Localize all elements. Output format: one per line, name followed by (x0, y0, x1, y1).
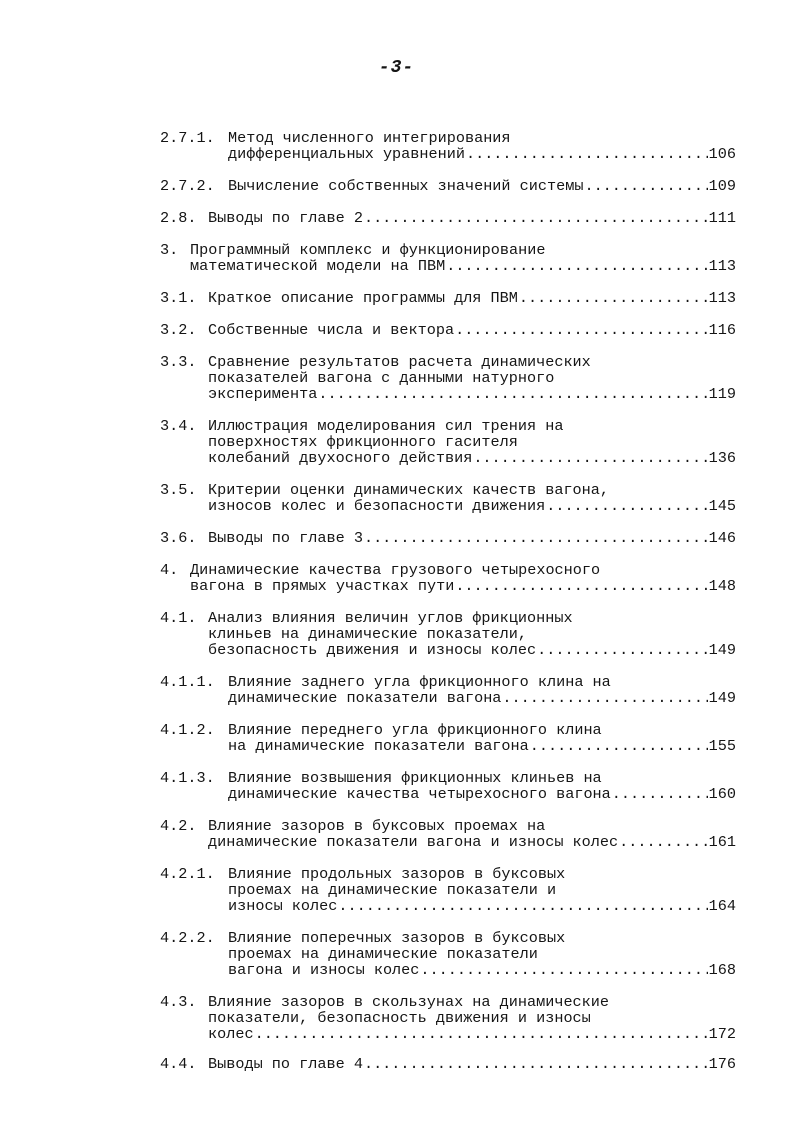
toc-entry-page: 136 (708, 449, 736, 467)
toc-entry-line (160, 130, 736, 146)
toc-entry-page: 176 (708, 1055, 736, 1073)
toc-entry-page: 148 (708, 577, 736, 595)
toc-entry-line (160, 1010, 736, 1026)
toc-entry (160, 610, 736, 658)
toc-entry-title-line: Влияние зазоров в буксовых проемах на (208, 817, 546, 835)
toc-entry-line (160, 210, 736, 226)
toc-entry-title-line: Выводы по главе 2 (208, 209, 363, 227)
toc-entry (160, 866, 736, 914)
toc-entry-title-line: математической модели на ПВМ (190, 257, 446, 275)
toc-entry (160, 930, 736, 978)
toc-entry-title-line: Программный комплекс и функционирование (190, 241, 546, 259)
toc-entry-page: 149 (708, 689, 736, 707)
toc-entry-number: 3.2. (160, 321, 197, 339)
toc-entry (160, 562, 736, 594)
toc-entry (160, 530, 736, 546)
toc-entry-title-line: Анализ влияния величин углов фрикционных (208, 609, 573, 627)
toc-entry-title-line: показатели, безопасность движения и износы (208, 1009, 591, 1027)
dot-leader (537, 642, 708, 658)
toc-entry-number: 4.1.1. (160, 673, 215, 691)
toc-entry-number: 2.7.2. (160, 177, 215, 195)
toc-entry-number: 4.2. (160, 817, 197, 835)
toc-entry-line (160, 946, 736, 962)
toc-entry-number: 4.3. (160, 993, 197, 1011)
toc-entry-line (160, 354, 736, 370)
toc-entry-page: 116 (708, 321, 736, 339)
toc-entry-number: 3.5. (160, 481, 197, 499)
toc-entry-title-line: поверхностях фрикционного гасителя (208, 433, 518, 451)
toc-entry-number: 3.1. (160, 289, 197, 307)
page-number: -3- (378, 58, 415, 78)
toc-entry-line (160, 242, 736, 258)
toc-entry-line (160, 834, 736, 850)
toc-entry (160, 818, 736, 850)
toc-entry-line (160, 146, 736, 162)
toc-entry-title-line: клиньев на динамические показатели, (208, 625, 527, 643)
toc-entry-page: 172 (708, 1025, 736, 1043)
toc-entry-title-line: Динамические качества грузового четырехосного (190, 561, 601, 579)
dot-leader (420, 962, 707, 978)
toc-entry-number: 3.3. (160, 353, 197, 371)
toc-entry-line (160, 290, 736, 306)
toc-entry-title-line: Краткое описание программы для ПВМ (208, 289, 518, 307)
toc-entry-title-line: Влияние поперечных зазоров в буксовых (228, 929, 566, 947)
toc-entry-title-line: вагона и износы колес (228, 961, 420, 979)
toc-entry-title-line: Выводы по главе 3 (208, 529, 363, 547)
toc-entry (160, 290, 736, 306)
toc-entry-line (160, 866, 736, 882)
dot-leader (546, 498, 707, 514)
toc-entry-line (160, 994, 736, 1010)
toc-entry (160, 322, 736, 338)
toc-entry-number: 3.6. (160, 529, 197, 547)
dot-leader (338, 898, 707, 914)
toc-entry (160, 722, 736, 754)
toc-entry-title-line: динамические показатели вагона и износы колес (208, 833, 619, 851)
toc-entry-line (160, 370, 736, 386)
toc-entry-line (160, 1026, 736, 1042)
toc-entry-title-line: Собственные числа и вектора (208, 321, 455, 339)
toc-entry-title-line: динамические качества четырехосного вагона (228, 785, 611, 803)
dot-leader (466, 146, 708, 162)
toc-entry-page: 111 (708, 209, 736, 227)
toc-entry (160, 674, 736, 706)
toc-entry-line (160, 738, 736, 754)
toc-entry-line (160, 450, 736, 466)
toc-entry-page: 149 (708, 641, 736, 659)
toc-entry-line (160, 786, 736, 802)
toc-entry-title-line: Метод численного интегрирования (228, 129, 511, 147)
toc-entry-number: 4.4. (160, 1055, 197, 1073)
toc-entry-page: 161 (708, 833, 736, 851)
toc-entry-line (160, 386, 736, 402)
toc-entry-line (160, 482, 736, 498)
dot-leader (612, 786, 708, 802)
toc-entry-page: 113 (708, 289, 736, 307)
toc-entry-title-line: колес (208, 1025, 254, 1043)
toc-entry-page: 155 (708, 737, 736, 755)
toc-entry (160, 994, 736, 1042)
toc-entry-page: 119 (708, 385, 736, 403)
dot-leader (318, 386, 707, 402)
dot-leader (446, 258, 707, 274)
dot-leader (619, 834, 708, 850)
toc-entry-line (160, 322, 736, 338)
toc-entry-title-line: дифференциальных уравнений (228, 145, 465, 163)
dot-leader (530, 738, 708, 754)
toc-entry-title-line: вагона в прямых участках пути (190, 577, 455, 595)
toc-entry-page: 146 (708, 529, 736, 547)
toc-entry-line (160, 418, 736, 434)
toc-entry-number: 4.1. (160, 609, 197, 627)
toc-entry-title-line: на динамические показатели вагона (228, 737, 529, 755)
toc-entry (160, 210, 736, 226)
toc-entry-line (160, 962, 736, 978)
toc-entry-line (160, 626, 736, 642)
toc-entry-title-line: Критерии оценки динамических качеств вагона, (208, 481, 610, 499)
toc-entry-number: 4.2.1. (160, 865, 215, 883)
toc-entry-page: 109 (708, 177, 736, 195)
toc-entry (160, 178, 736, 194)
toc-entry-title-line: износы колес (228, 897, 338, 915)
dot-leader (473, 450, 707, 466)
dot-leader (455, 322, 708, 338)
toc-entry-title-line: динамические показатели вагона (228, 689, 502, 707)
toc-entry-number: 4.1.3. (160, 769, 215, 787)
toc-entry-line (160, 530, 736, 546)
toc-entry-line (160, 930, 736, 946)
toc-entry-page: 160 (708, 785, 736, 803)
toc-entry-title-line: Влияние переднего угла фрикционного клина (228, 721, 602, 739)
dot-leader (364, 1056, 708, 1072)
toc-entry-title-line: проемах на динамические показатели (228, 945, 538, 963)
toc-entry (160, 770, 736, 802)
dot-leader (455, 578, 707, 594)
toc-entry-line (160, 498, 736, 514)
toc-entry-title-line: Иллюстрация моделирования сил трения на (208, 417, 564, 435)
toc-entry-line (160, 770, 736, 786)
toc-entry-number: 3.4. (160, 417, 197, 435)
toc-entry-title-line: Сравнение результатов расчета динамических (208, 353, 591, 371)
toc-entry-title-line: безопасность движения и износы колес (208, 641, 537, 659)
toc-entry-page: 168 (708, 961, 736, 979)
toc-entry-page: 106 (708, 145, 736, 163)
toc-entry-title-line: Влияние заднего угла фрикционного клина на (228, 673, 611, 691)
toc-entry-title-line: Влияние зазоров в скользунах на динамические (208, 993, 610, 1011)
toc-entry-number: 4.1.2. (160, 721, 215, 739)
toc-entry (160, 242, 736, 274)
toc-entry (160, 418, 736, 466)
toc-entry-number: 4.2.2. (160, 929, 215, 947)
toc-entry-line (160, 610, 736, 626)
dot-leader (364, 210, 708, 226)
toc-entry-line (160, 690, 736, 706)
toc-entry-number: 2.7.1. (160, 129, 215, 147)
toc-entry-title-line: проемах на динамические показатели и (228, 881, 557, 899)
dot-leader (502, 690, 707, 706)
toc-entry-title-line: Выводы по главе 4 (208, 1055, 363, 1073)
toc-entry-title-line: Влияние возвышения фрикционных клиньев на (228, 769, 602, 787)
toc-entry-number: 2.8. (160, 209, 197, 227)
toc-entry-title-line: Влияние продольных зазоров в буксовых (228, 865, 566, 883)
toc-entry-line (160, 578, 736, 594)
dot-leader (364, 530, 708, 546)
toc-entry-line (160, 882, 736, 898)
toc-entry (160, 130, 736, 162)
toc-entry-title-line: эксперимента (208, 385, 318, 403)
toc-entry (160, 354, 736, 402)
toc-entry-page: 145 (708, 497, 736, 515)
toc-entry-page: 113 (708, 257, 736, 275)
toc-entry-line (160, 898, 736, 914)
toc-entry-title-line: показателей вагона с данными натурного (208, 369, 555, 387)
toc-entry-line (160, 1056, 736, 1072)
toc-entry-title-line: Вычисление собственных значений системы (228, 177, 584, 195)
dot-leader (255, 1026, 708, 1042)
dot-leader (519, 290, 708, 306)
toc-entry-line (160, 722, 736, 738)
dot-leader (584, 178, 707, 194)
toc-entry-page: 164 (708, 897, 736, 915)
toc-entry (160, 1056, 736, 1072)
toc-entry (160, 482, 736, 514)
toc-entry-number: 4. (160, 561, 179, 579)
toc-entry-line (160, 674, 736, 690)
toc-entry-line (160, 434, 736, 450)
toc-entry-line (160, 178, 736, 194)
toc-entry-title-line: износов колес и безопасности движения (208, 497, 546, 515)
toc-entry-title-line: колебаний двухосного действия (208, 449, 473, 467)
toc-entry-line (160, 258, 736, 274)
toc-entry-line (160, 818, 736, 834)
toc-entry-number: 3. (160, 241, 179, 259)
toc-entry-line (160, 562, 736, 578)
toc-entry-line (160, 642, 736, 658)
